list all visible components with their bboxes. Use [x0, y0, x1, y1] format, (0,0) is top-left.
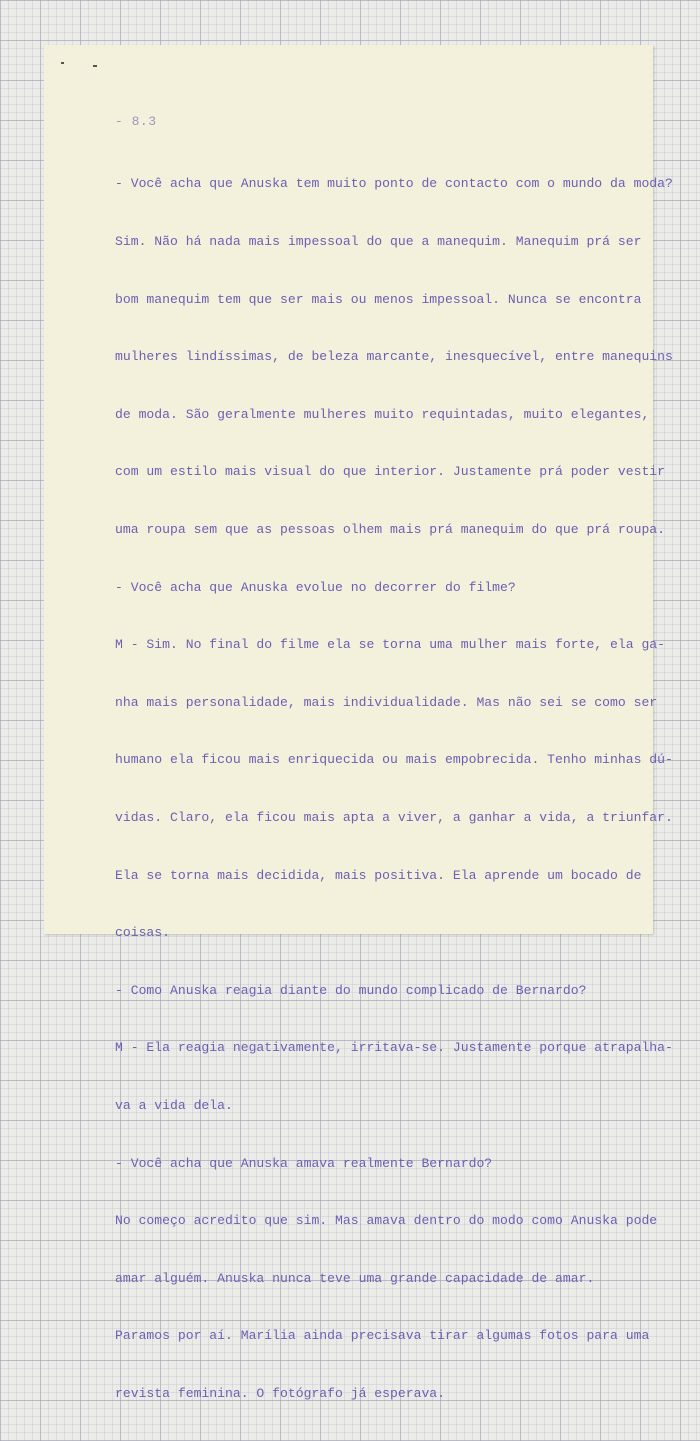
text-line: Sim. Não há nada mais impessoal do que a manequim. Manequim prá ser — [115, 234, 642, 249]
text-line: coisas. — [115, 925, 171, 941]
text-line: Ela se torna mais decidida, mais positiva. Ela aprende um bocado de — [115, 867, 642, 883]
text-line: - Você acha que Anuska tem muito ponto de contacto com o mundo da moda? — [115, 176, 673, 192]
text-line: com um estilo mais visual do que interior. Justamente prá poder vestir — [115, 464, 666, 480]
text-line: M - Sim. No final do filme ela se torna uma mulher mais forte, ela ga- — [115, 637, 666, 653]
typed-text-block — [115, 136, 673, 1441]
text-line: humano ela ficou mais enriquecida ou mais empobrecida. Tenho minhas dú- — [115, 752, 673, 768]
text-line: bom manequim tem que ser mais ou menos impessoal. Nunca se encontra — [115, 291, 642, 307]
paper-mark — [93, 65, 97, 67]
paper-sheet — [44, 45, 673, 1401]
text-line: Paramos por aí. Marília ainda precisava tirar algumas fotos para uma — [115, 1328, 650, 1344]
text-line: vidas. Claro, ela ficou mais apta a viver, a ganhar a vida, a triunfar. — [115, 809, 673, 825]
text-line: - Você acha que Anuska amava realmente Bernardo? — [115, 1155, 493, 1171]
page-reference: - 8.3 — [115, 114, 157, 129]
text-line: va a vida dela. — [115, 1097, 233, 1113]
text-line: mulheres lindíssimas, de beleza marcante, inesquecível, entre manequins — [115, 349, 673, 365]
paper-mark — [61, 62, 64, 64]
text-line: revista feminina. O fotógrafo já esperava. — [115, 1385, 446, 1401]
text-line: - Como Anuska reagia diante do mundo complicado de Bernardo? — [115, 982, 587, 998]
text-line: de moda. São geralmente mulheres muito requintadas, muito elegantes, — [115, 406, 650, 422]
text-line: nha mais personalidade, mais individualidade. Mas não sei se como ser — [115, 694, 658, 710]
text-line: - Você acha que Anuska evolue no decorrer do filme? — [115, 579, 516, 595]
text-line: No começo acredito que sim. Mas amava dentro do modo como Anuska pode — [115, 1213, 658, 1229]
text-line: M - Ela reagia negativamente, irritava-se. Justamente porque atrapalha- — [115, 1040, 673, 1056]
text-line: uma roupa sem que as pessoas olhem mais prá manequim do que prá roupa. — [115, 521, 666, 537]
text-line: amar alguém. Anuska nunca teve uma grande capacidade de amar. — [115, 1270, 595, 1286]
